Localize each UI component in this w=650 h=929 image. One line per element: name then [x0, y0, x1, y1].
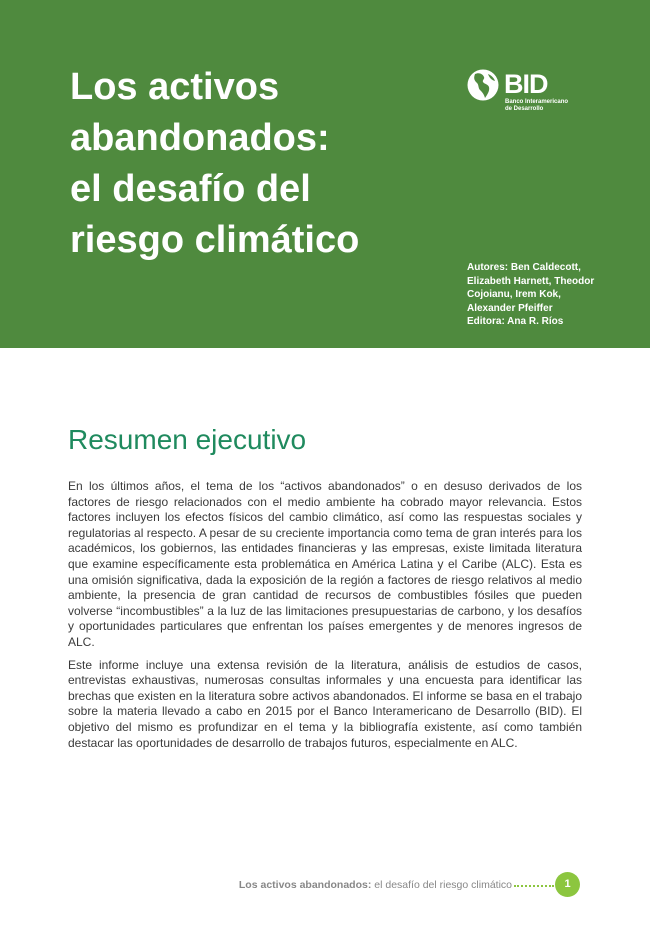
credits-line: Cojoianu, Irem Kok, — [467, 289, 561, 300]
title-line: abandonados: — [70, 117, 330, 159]
section-heading: Resumen ejecutivo — [68, 424, 307, 455]
credits-line: Editora: Ana R. Ríos — [467, 316, 564, 327]
globe-americas-icon — [466, 68, 500, 102]
document-title — [70, 62, 430, 266]
header-banner — [0, 0, 650, 348]
page-footer — [0, 870, 650, 900]
author-credits — [467, 261, 647, 329]
credits-line: Elizabeth Harnett, Theodor — [467, 275, 595, 287]
logo-subtitle-line: Banco Interamericano — [505, 99, 569, 105]
logo-subtitle-line: de Desarrollo — [505, 106, 544, 112]
footer-title-bold: Los activos abandonados: — [238, 879, 372, 891]
footer-dotted-leader — [514, 885, 554, 887]
title-line: riesgo climático — [70, 219, 360, 261]
logo-wordmark: BID — [504, 69, 548, 99]
credits-line: Autores: Ben Caldecott, — [467, 262, 581, 273]
logo-subtitle — [505, 99, 585, 113]
credits-line: Alexander Pfeiffer — [467, 302, 553, 314]
body-paragraph: En los últimos años, el tema de los “activos abandonados” o en desuso derivados de los factores de riesgo relacionados con el medio ambiente ha cobrado mayor relevancia. Estos factores incluyen los efectos físicos del cambio climático, así como las respuestas sociales y regulatorias al respecto. A pesar de su creciente importancia como tema de gran interés para los académicos, los gobiernos, las entidades financieras y las empresas, existe limitada literatura que examine específicamente esta problemática en América Latina y el Caribe (ALC). Esta es una omisión significativa, dada la exposición de la región a factores de riesgo relativos al medio ambiente, la presencia de gran cantidad de recursos de combustibles fósiles que pueden volverse “incombustibles” a la luz de las limitaciones presupuestarias de carbono, y los desafíos y oportunidades particulares que enfrentan los países emergentes y de menores ingresos de ALC. — [68, 479, 582, 649]
body-paragraph: Este informe incluye una extensa revisión de la literatura, análisis de estudios de casos, entrevistas exhaustivas, numerosas consultas informales y una encuesta para identificar las brechas que existen en la literatura sobre activos abandonados. El informe se basa en el trabajo sobre la materia llevado a cabo en 2015 por el Banco Interamericano de Desarrollo (BID). El objetivo del mismo es profundizar en el tema y la bibliografía existente, así como también destacar las oportunidades de desarrollo de trabajos futuros, especialmente en ALC. — [68, 657, 582, 750]
bid-logo — [466, 68, 576, 114]
title-line: Los activos — [70, 66, 280, 108]
page-number-badge: 1 — [555, 872, 580, 897]
footer-title-rest: el desafío del riesgo climático — [371, 879, 512, 891]
executive-summary-body — [68, 479, 582, 758]
title-line: el desafío del — [70, 168, 311, 210]
footer-running-title — [239, 879, 512, 891]
